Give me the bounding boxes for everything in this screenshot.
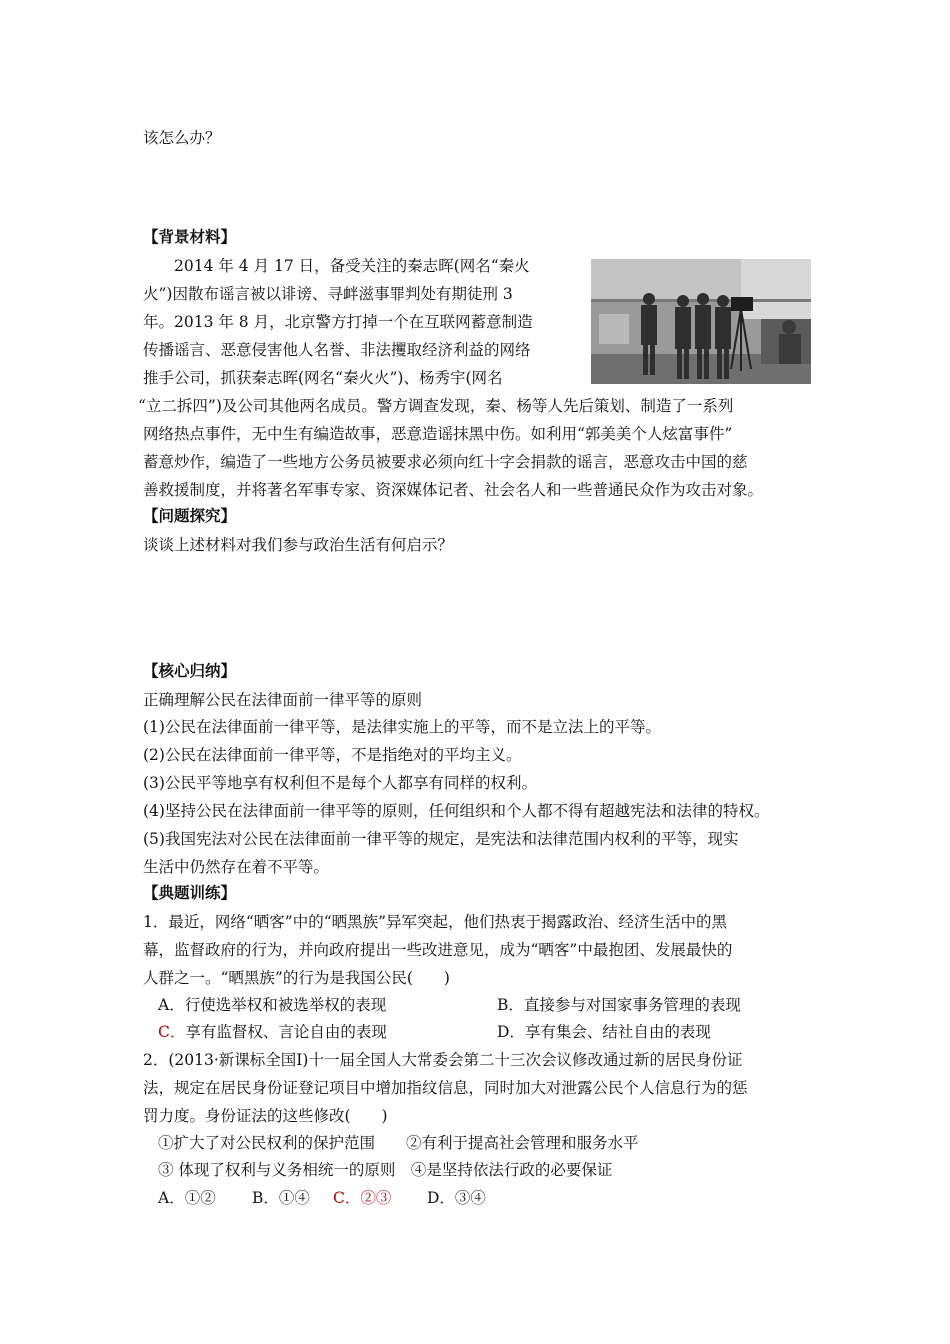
q1-line-1: 1．最近，网络“晒客”中的“晒黑族”异军突起，他们热衷于揭露政治、经济生活中的黑 — [143, 913, 728, 931]
background-line-2: 火”)因散布谣言被以诽谤、寻衅滋事罪判处有期徒刑 3 — [143, 285, 513, 303]
q1-line-2: 幕，监督政府的行为，并向政府提出一些改进意见，成为“晒客”中最抱团、发展最快的 — [143, 941, 733, 959]
q2-line-3: 罚力度。身份证法的这些修改( ) — [143, 1107, 388, 1125]
q1-option-d: D．享有集会、结社自由的表现 — [497, 1023, 711, 1041]
core-item-3: (3)公民平等地享有权利但不是每个人都享有同样的权利。 — [143, 774, 537, 792]
q1-option-c-letter: C． — [158, 1023, 186, 1041]
q2-option-b: B．①④ — [252, 1189, 310, 1207]
courtroom-photo-illustration — [591, 259, 811, 384]
training-heading: 【典题训练】 — [143, 884, 237, 902]
q1-option-c-text: 享有监督权、言论自由的表现 — [185, 1023, 387, 1041]
background-line-7: 网络热点事件，无中生有编造故事，恶意造谣抹黑中伤。如利用“郭美美个人炫富事件” — [143, 425, 733, 443]
core-heading: 【核心归纳】 — [143, 662, 237, 680]
inquiry-question: 谈谈上述材料对我们参与政治生活有何启示？ — [143, 536, 454, 554]
background-line-3: 年。2013 年 8 月，北京警方打掉一个在互联网蓄意制造 — [143, 313, 533, 331]
q1-line-3: 人群之一。“晒黑族”的行为是我国公民( ) — [143, 969, 450, 987]
q2-line-1: 2．(2013·新课标全国Ⅰ)十一届全国人大常委会第二十三次会议修改通过新的居民身份证 — [143, 1051, 743, 1069]
q2-option-a: A．①② — [158, 1189, 216, 1207]
inquiry-heading: 【问题探究】 — [143, 507, 237, 525]
background-line-4: 传播谣言、恶意侵害他人名誉、非法攫取经济利益的网络 — [143, 341, 531, 359]
q1-option-a: A．行使选举权和被选举权的表现 — [158, 996, 387, 1014]
courtroom-photo — [591, 259, 811, 384]
intro-question: 该怎么办？ — [143, 129, 221, 147]
core-title: 正确理解公民在法律面前一律平等的原则 — [143, 691, 423, 709]
core-item-5: (5)我国宪法对公民在法律面前一律平等的规定，是宪法和法律范围内权利的平等，现实 — [143, 830, 739, 848]
q2-line-2: 法，规定在居民身份证登记项目中增加指纹信息，同时加大对泄露公民个人信息行为的惩 — [143, 1079, 748, 1097]
background-line-5: 推手公司，抓获秦志晖(网名“秦火火”)、杨秀宇(网名 — [143, 369, 503, 387]
core-item-1: (1)公民在法律面前一律平等，是法律实施上的平等，而不是立法上的平等。 — [143, 718, 661, 736]
background-line-6: “立二拆四”)及公司其他两名成员。警方调查发现，秦、杨等人先后策划、制造了一系列 — [138, 397, 734, 415]
core-item-2: (2)公民在法律面前一律平等，不是指绝对的平均主义。 — [143, 746, 522, 764]
background-line-9: 善救援制度，并将著名军事专家、资深媒体记者、社会名人和一些普通民众作为攻击对象。 — [143, 481, 764, 499]
background-heading: 【背景材料】 — [143, 228, 237, 246]
q2-statements-2: ③ 体现了权利与义务相统一的原则 ④是坚持依法行政的必要保证 — [158, 1161, 613, 1179]
core-item-6: 生活中仍然存在着不平等。 — [143, 858, 330, 876]
q1-option-c — [158, 1022, 387, 1042]
q2-option-d: D．③④ — [427, 1189, 486, 1207]
q1-option-b: B．直接参与对国家事务管理的表现 — [497, 996, 741, 1014]
background-line-8: 蓄意炒作，编造了一些地方公务员被要求必须向红十字会捐款的谣言，恶意攻击中国的慈 — [143, 453, 748, 471]
q2-option-c: C．②③ — [333, 1189, 392, 1207]
core-item-4: (4)坚持公民在法律面前一律平等的原则，任何组织和个人都不得有超越宪法和法律的特权。 — [143, 802, 770, 820]
background-line-1: 2014 年 4 月 17 日，备受关注的秦志晖(网名“秦火 — [174, 257, 530, 275]
q2-statements-1: ①扩大了对公民权利的保护范围 ②有利于提高社会管理和服务水平 — [158, 1134, 639, 1152]
